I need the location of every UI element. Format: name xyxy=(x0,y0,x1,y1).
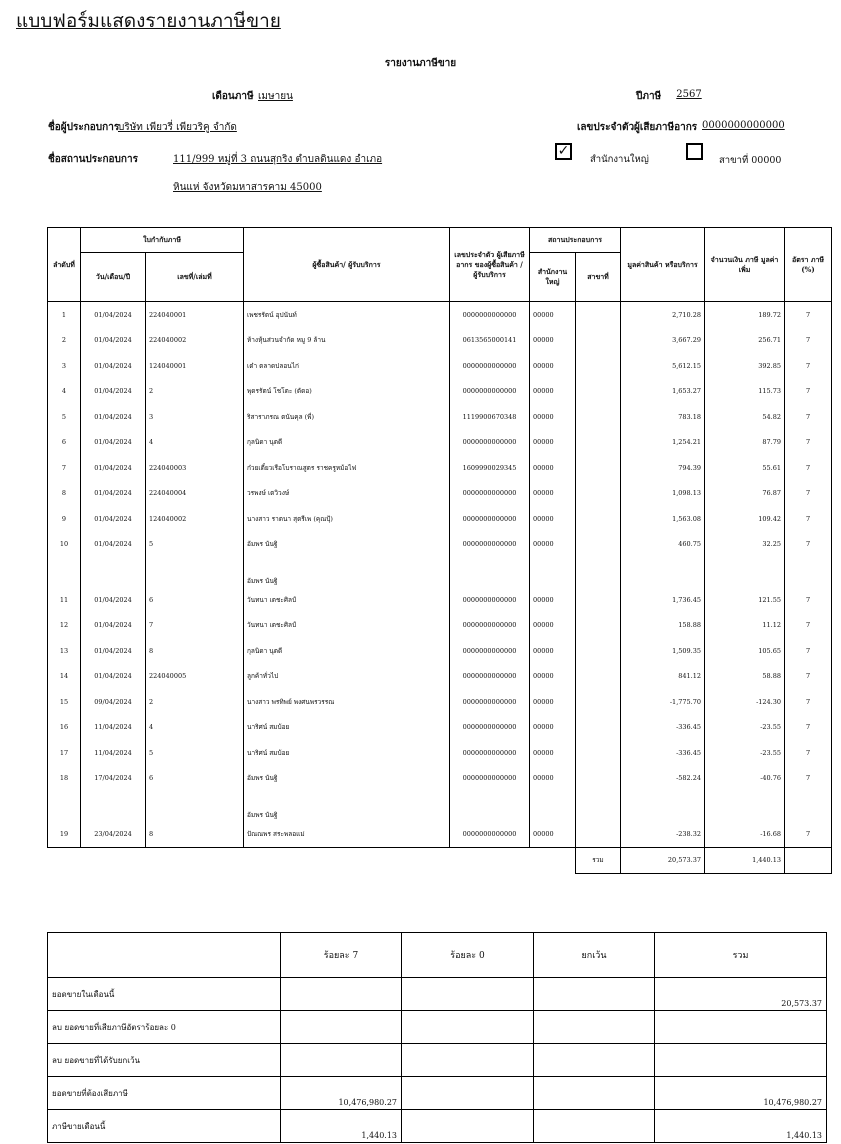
cell-no: 18 xyxy=(48,766,81,792)
cell-vat: 76.87 xyxy=(705,481,785,507)
cell-hq: 00000 xyxy=(530,638,576,664)
summary-exempt xyxy=(534,1044,655,1077)
cell-amount: 158.88 xyxy=(621,613,705,639)
col-amount: มูลค่าสินค้า หรือบริการ xyxy=(621,228,705,302)
cell-amount: 460.75 xyxy=(621,532,705,558)
cell-vat: -16.68 xyxy=(705,821,785,847)
operator-label: ชื่อผู้ประกอบการ xyxy=(48,122,120,133)
cell-amount: 1,509.35 xyxy=(621,638,705,664)
cell-taxid: 0000000000000 xyxy=(450,821,530,847)
cell-book: 2 xyxy=(146,379,244,405)
cell-date: 11/04/2024 xyxy=(81,740,146,766)
cell-taxid: 0000000000000 xyxy=(450,353,530,379)
cell-book: 7 xyxy=(146,613,244,639)
cell-no: 6 xyxy=(48,430,81,456)
cell-amount: -582.24 xyxy=(621,766,705,792)
table-row xyxy=(48,379,832,405)
cell-branch xyxy=(576,638,621,664)
cell-taxid: 0000000000000 xyxy=(450,664,530,690)
cell-book: 224040001 xyxy=(146,302,244,328)
cell-amount: 1,653.27 xyxy=(621,379,705,405)
cell-no: 14 xyxy=(48,664,81,690)
cell-no: 1 xyxy=(48,302,81,328)
cell-buyer: วันทนา เตชะศิลป์ xyxy=(244,613,450,639)
cell-no: 3 xyxy=(48,353,81,379)
cell-taxid: 0000000000000 xyxy=(450,302,530,328)
cell-rate: 7 xyxy=(785,766,832,792)
cell-no: 4 xyxy=(48,379,81,405)
cell-branch xyxy=(576,430,621,456)
summary-total: 10,476,980.27 xyxy=(655,1077,827,1110)
cell-rate: 7 xyxy=(785,430,832,456)
cell-book: 8 xyxy=(146,821,244,847)
table-row xyxy=(48,481,832,507)
cell-book: 124040001 xyxy=(146,353,244,379)
cell-hq: 00000 xyxy=(530,328,576,354)
cell-book: 224040004 xyxy=(146,481,244,507)
table-row xyxy=(48,302,832,328)
cell-date: 01/04/2024 xyxy=(81,430,146,456)
cell-amount: 841.12 xyxy=(621,664,705,690)
cell-vat: -40.76 xyxy=(705,766,785,792)
cell-branch xyxy=(576,506,621,532)
cell-vat: -23.55 xyxy=(705,740,785,766)
cell-rate: 7 xyxy=(785,638,832,664)
cell-rate: 7 xyxy=(785,689,832,715)
col-date: วัน/เดือน/ปี xyxy=(81,253,146,302)
cell-book: 224040005 xyxy=(146,664,244,690)
summary-label: ยอดขายในเดือนนี้ xyxy=(48,978,281,1011)
cell-no: 9 xyxy=(48,506,81,532)
cell-buyer: นางสาว พรทิพย์ พงศนพรวรรณ xyxy=(244,689,450,715)
cell-no: 2 xyxy=(48,328,81,354)
table-row xyxy=(48,638,832,664)
cell-no: 11 xyxy=(48,587,81,613)
summary-0 xyxy=(402,1011,534,1044)
cell-taxid: 0000000000000 xyxy=(450,430,530,456)
summary-row xyxy=(48,1044,827,1077)
cell-hq: 00000 xyxy=(530,664,576,690)
col-hq: สำนักงาน ใหญ่ xyxy=(530,253,576,302)
cell-date: 01/04/2024 xyxy=(81,302,146,328)
cell-amount: -238.32 xyxy=(621,821,705,847)
summary-7 xyxy=(281,978,402,1011)
cell-rate: 7 xyxy=(785,613,832,639)
cell-branch xyxy=(576,821,621,847)
summary-total xyxy=(655,1011,827,1044)
cell-vat: 87.79 xyxy=(705,430,785,456)
total-vat: 1,440.13 xyxy=(705,847,785,874)
cell-hq: 00000 xyxy=(530,821,576,847)
table-row xyxy=(48,689,832,715)
cell-hq: 00000 xyxy=(530,430,576,456)
cell-branch xyxy=(576,404,621,430)
cell-no: 7 xyxy=(48,455,81,481)
cell-book: 224040003 xyxy=(146,455,244,481)
table-row xyxy=(48,430,832,456)
cell-book: 5 xyxy=(146,532,244,558)
cell-amount: 3,667.29 xyxy=(621,328,705,354)
cell-book: 4 xyxy=(146,430,244,456)
cell-hq: 00000 xyxy=(530,481,576,507)
hq-label: สำนักงานใหญ่ xyxy=(590,154,649,165)
summary-head-0: ร้อยละ 0 xyxy=(402,933,534,978)
cell-branch xyxy=(576,613,621,639)
table-row xyxy=(48,532,832,558)
cell-rate: 7 xyxy=(785,664,832,690)
cell-amount: 1,254.21 xyxy=(621,430,705,456)
cell-taxid: 0000000000000 xyxy=(450,379,530,405)
cell-hq: 00000 xyxy=(530,404,576,430)
summary-total: 20,573.37 xyxy=(655,978,827,1011)
cell-amount: -1,775.70 xyxy=(621,689,705,715)
cell-buyer: เพชรรัตน์ อุปนันท์ xyxy=(244,302,450,328)
cell-buyer: วันทนา เตชะศิลป์ xyxy=(244,587,450,613)
summary-exempt xyxy=(534,978,655,1011)
cell-buyer: พุดรรัตน์ โชโตะ (ตัดอ) xyxy=(244,379,450,405)
col-taxid: เลขประจำตัว ผู้เสียภาษีอากร ของผู้ซื้อสินค้า /ผู้รับบริการ xyxy=(450,228,530,302)
cell-date: 01/04/2024 xyxy=(81,638,146,664)
summary-exempt xyxy=(534,1110,655,1143)
hq-checkbox[interactable] xyxy=(555,143,572,160)
cell-vat: 121.55 xyxy=(705,587,785,613)
cell-date: 01/04/2024 xyxy=(81,613,146,639)
cell-hq: 00000 xyxy=(530,532,576,558)
cell-date: 01/04/2024 xyxy=(81,379,146,405)
cell-taxid: 1119900670348 xyxy=(450,404,530,430)
summary-exempt xyxy=(534,1011,655,1044)
summary-row xyxy=(48,1110,827,1143)
cell-taxid: 0000000000000 xyxy=(450,740,530,766)
col-rate: อัตรา ภาษี (%) xyxy=(785,228,832,302)
cell-taxid: 0000000000000 xyxy=(450,766,530,792)
cell-no: 19 xyxy=(48,821,81,847)
cell-buyer: ห้างหุ้นส่วนจำกัด หมู 9 ล้าน xyxy=(244,328,450,354)
cell-vat: -124.30 xyxy=(705,689,785,715)
cell-vat: 32.25 xyxy=(705,532,785,558)
total-amount: 20,573.37 xyxy=(621,847,705,874)
cell-amount: 794.39 xyxy=(621,455,705,481)
cell-date: 01/04/2024 xyxy=(81,404,146,430)
cell-vat: -23.55 xyxy=(705,715,785,741)
taxid-label: เลขประจำตัวผู้เสียภาษีอากร xyxy=(577,122,698,133)
cell-branch xyxy=(576,455,621,481)
sales-tax-table xyxy=(47,227,832,874)
cell-no: 10 xyxy=(48,532,81,558)
cell-taxid: 0000000000000 xyxy=(450,638,530,664)
cell-vat: 256.71 xyxy=(705,328,785,354)
cell-amount: -336.45 xyxy=(621,740,705,766)
cell-date: 01/04/2024 xyxy=(81,587,146,613)
cell-book: 6 xyxy=(146,587,244,613)
address-line-1: 111/999 หมู่ที่ 3 ถนนสุกริง ตำบลดินแดง อำเภอ xyxy=(173,154,383,165)
col-book: เลขที่/เล่มที่ xyxy=(146,253,244,302)
table-row xyxy=(48,455,832,481)
cell-taxid: 0000000000000 xyxy=(450,715,530,741)
summary-row xyxy=(48,978,827,1011)
cell-hq: 00000 xyxy=(530,455,576,481)
table-row xyxy=(48,328,832,354)
cell-no: 16 xyxy=(48,715,81,741)
cell-branch xyxy=(576,353,621,379)
year-label: ปีภาษี xyxy=(636,91,662,102)
table-row xyxy=(48,740,832,766)
cell-buyer: ก๋วยเตี๋ยวเรือโบราณสูตร ราชครูหม้อไฟ xyxy=(244,455,450,481)
cell-date: 01/04/2024 xyxy=(81,328,146,354)
cell-vat: 115.73 xyxy=(705,379,785,405)
cell-no: 8 xyxy=(48,481,81,507)
cell-buyer: วรพงษ์ เตวิวงษ์ xyxy=(244,481,450,507)
cell-rate: 7 xyxy=(785,379,832,405)
operator-value: บริษัท เพียวรี่ เพียวริคู จำกัด xyxy=(118,122,237,133)
cell-vat: 105.65 xyxy=(705,638,785,664)
summary-label: ภาษีขายเดือนนี้ xyxy=(48,1110,281,1143)
cell-branch xyxy=(576,379,621,405)
report-title: รายงานภาษีขาย xyxy=(384,58,457,69)
branch-checkbox[interactable] xyxy=(686,143,703,160)
cell-taxid: 0000000000000 xyxy=(450,532,530,558)
cell-branch xyxy=(576,689,621,715)
cell-vat: 55.61 xyxy=(705,455,785,481)
cell-book: 124040002 xyxy=(146,506,244,532)
cell-book: 4 xyxy=(146,715,244,741)
table-row xyxy=(48,821,832,847)
summary-label: ลบ ยอดขายที่ได้รับยกเว้น xyxy=(48,1044,281,1077)
cell-taxid: 0613565000141 xyxy=(450,328,530,354)
summary-label: ยอดขายที่ต้องเสียภาษี xyxy=(48,1077,281,1110)
cell-date: 11/04/2024 xyxy=(81,715,146,741)
cell-date: 01/04/2024 xyxy=(81,506,146,532)
cell-date: 01/04/2024 xyxy=(81,353,146,379)
col-place-group: สถานประกอบการ xyxy=(530,228,621,253)
summary-total: 1,440.13 xyxy=(655,1110,827,1143)
cell-rate: 7 xyxy=(785,302,832,328)
table-row-note xyxy=(48,791,832,821)
cell-buyer: เต๋า ตลาดปลอนไก่ xyxy=(244,353,450,379)
cell-buyer: กุลนิดา นุตดี xyxy=(244,638,450,664)
buyer-note: อัมพร นันฐิ xyxy=(244,557,450,587)
cell-hq: 00000 xyxy=(530,587,576,613)
table-row xyxy=(48,613,832,639)
cell-amount: 2,710.28 xyxy=(621,302,705,328)
cell-hq: 00000 xyxy=(530,766,576,792)
cell-branch xyxy=(576,481,621,507)
cell-rate: 7 xyxy=(785,532,832,558)
col-no: ลำดับที่ xyxy=(48,228,81,302)
cell-rate: 7 xyxy=(785,455,832,481)
cell-book: 224040002 xyxy=(146,328,244,354)
cell-branch xyxy=(576,302,621,328)
cell-hq: 00000 xyxy=(530,506,576,532)
summary-7: 10,476,980.27 xyxy=(281,1077,402,1110)
cell-rate: 7 xyxy=(785,587,832,613)
cell-branch xyxy=(576,587,621,613)
table-row-note xyxy=(48,557,832,587)
table-row xyxy=(48,766,832,792)
summary-0 xyxy=(402,1110,534,1143)
cell-branch xyxy=(576,328,621,354)
cell-amount: 1,736.45 xyxy=(621,587,705,613)
page-title: แบบฟอร์มแสดงรายงานภาษีขาย xyxy=(16,10,281,32)
buyer-note: อัมพร นันฐิ xyxy=(244,791,450,821)
cell-book: 6 xyxy=(146,766,244,792)
table-row xyxy=(48,506,832,532)
cell-hq: 00000 xyxy=(530,689,576,715)
cell-branch xyxy=(576,664,621,690)
cell-rate: 7 xyxy=(785,404,832,430)
summary-exempt xyxy=(534,1077,655,1110)
check-icon: ✓ xyxy=(557,143,570,159)
cell-date: 01/04/2024 xyxy=(81,664,146,690)
cell-amount: -336.45 xyxy=(621,715,705,741)
col-branch: สาขาที่ xyxy=(576,253,621,302)
cell-rate: 7 xyxy=(785,821,832,847)
summary-total xyxy=(655,1044,827,1077)
cell-taxid: 0000000000000 xyxy=(450,689,530,715)
cell-buyer: นางสาว ราตนา สุตรีเพ (คุณปุ้) xyxy=(244,506,450,532)
cell-book: 2 xyxy=(146,689,244,715)
cell-date: 01/04/2024 xyxy=(81,455,146,481)
cell-vat: 54.82 xyxy=(705,404,785,430)
address-line-2: หินแห่ จังหวัดมหาสารคาม 45000 xyxy=(173,182,322,193)
cell-taxid: 0000000000000 xyxy=(450,481,530,507)
cell-rate: 7 xyxy=(785,715,832,741)
cell-date: 01/04/2024 xyxy=(81,481,146,507)
cell-taxid: 0000000000000 xyxy=(450,587,530,613)
cell-date: 17/04/2024 xyxy=(81,766,146,792)
summary-0 xyxy=(402,978,534,1011)
cell-rate: 7 xyxy=(785,506,832,532)
month-value: เมษายน xyxy=(258,91,293,102)
cell-buyer: ริสาราภรณ ตนันคุล (พี่) xyxy=(244,404,450,430)
cell-rate: 7 xyxy=(785,481,832,507)
summary-table xyxy=(47,932,827,1143)
summary-row xyxy=(48,1011,827,1044)
cell-rate: 7 xyxy=(785,328,832,354)
table-row xyxy=(48,715,832,741)
cell-branch xyxy=(576,740,621,766)
month-label: เดือนภาษี xyxy=(212,91,254,102)
cell-buyer: อัมพร นันฐิ xyxy=(244,532,450,558)
cell-branch xyxy=(576,532,621,558)
branch-label: สาขาที่ 00000 xyxy=(719,155,782,166)
cell-amount: 1,563.08 xyxy=(621,506,705,532)
cell-buyer: ลูกค้าทั่วไป xyxy=(244,664,450,690)
cell-no: 12 xyxy=(48,613,81,639)
place-label: ชื่อสถานประกอบการ xyxy=(48,154,138,165)
cell-no: 13 xyxy=(48,638,81,664)
table-row xyxy=(48,353,832,379)
cell-amount: 5,612.15 xyxy=(621,353,705,379)
summary-0 xyxy=(402,1044,534,1077)
summary-7 xyxy=(281,1011,402,1044)
cell-buyer: อัมพร นันฐิ xyxy=(244,766,450,792)
summary-0 xyxy=(402,1077,534,1110)
cell-rate: 7 xyxy=(785,353,832,379)
cell-vat: 58.88 xyxy=(705,664,785,690)
summary-label: ลบ ยอดขายที่เสียภาษีอัตราร้อยละ 0 xyxy=(48,1011,281,1044)
table-row xyxy=(48,664,832,690)
cell-vat: 109.42 xyxy=(705,506,785,532)
cell-buyer: นาริศน์ สมบ้อย xyxy=(244,715,450,741)
cell-hq: 00000 xyxy=(530,302,576,328)
cell-book: 5 xyxy=(146,740,244,766)
col-invoice-group: ใบกำกับภาษี xyxy=(81,228,244,253)
summary-head-7: ร้อยละ 7 xyxy=(281,933,402,978)
cell-no: 17 xyxy=(48,740,81,766)
cell-hq: 00000 xyxy=(530,715,576,741)
cell-date: 09/04/2024 xyxy=(81,689,146,715)
cell-book: 8 xyxy=(146,638,244,664)
cell-book: 3 xyxy=(146,404,244,430)
cell-taxid: 1609990029345 xyxy=(450,455,530,481)
taxid-value: 0000000000000 xyxy=(702,120,785,131)
cell-hq: 00000 xyxy=(530,353,576,379)
cell-vat: 392.85 xyxy=(705,353,785,379)
cell-rate: 7 xyxy=(785,740,832,766)
cell-taxid: 0000000000000 xyxy=(450,613,530,639)
cell-hq: 00000 xyxy=(530,740,576,766)
total-label: รวม xyxy=(576,847,621,874)
cell-buyer: นาริศน์ สมบ้อย xyxy=(244,740,450,766)
cell-branch xyxy=(576,715,621,741)
cell-buyer: ปัณณพร สระพลอแม่ xyxy=(244,821,450,847)
summary-row xyxy=(48,1077,827,1110)
cell-branch xyxy=(576,766,621,792)
cell-buyer: กุลนิดา นุตดี xyxy=(244,430,450,456)
table-row xyxy=(48,404,832,430)
col-vat: จำนวนเงิน ภาษี มูลค่าเพิ่ม xyxy=(705,228,785,302)
summary-head-total: รวม xyxy=(655,933,827,978)
cell-taxid: 0000000000000 xyxy=(450,506,530,532)
summary-7 xyxy=(281,1044,402,1077)
cell-no: 15 xyxy=(48,689,81,715)
cell-amount: 1,098.13 xyxy=(621,481,705,507)
cell-vat: 11.12 xyxy=(705,613,785,639)
table-row xyxy=(48,587,832,613)
cell-hq: 00000 xyxy=(530,613,576,639)
cell-hq: 00000 xyxy=(530,379,576,405)
cell-amount: 783.18 xyxy=(621,404,705,430)
summary-7: 1,440.13 xyxy=(281,1110,402,1143)
cell-date: 23/04/2024 xyxy=(81,821,146,847)
cell-vat: 189.72 xyxy=(705,302,785,328)
summary-head-exempt: ยกเว้น xyxy=(534,933,655,978)
year-value: 2567 xyxy=(676,89,702,100)
col-buyer: ผู้ซื้อสินค้า/ ผู้รับบริการ xyxy=(244,228,450,302)
cell-no: 5 xyxy=(48,404,81,430)
cell-date: 01/04/2024 xyxy=(81,532,146,558)
